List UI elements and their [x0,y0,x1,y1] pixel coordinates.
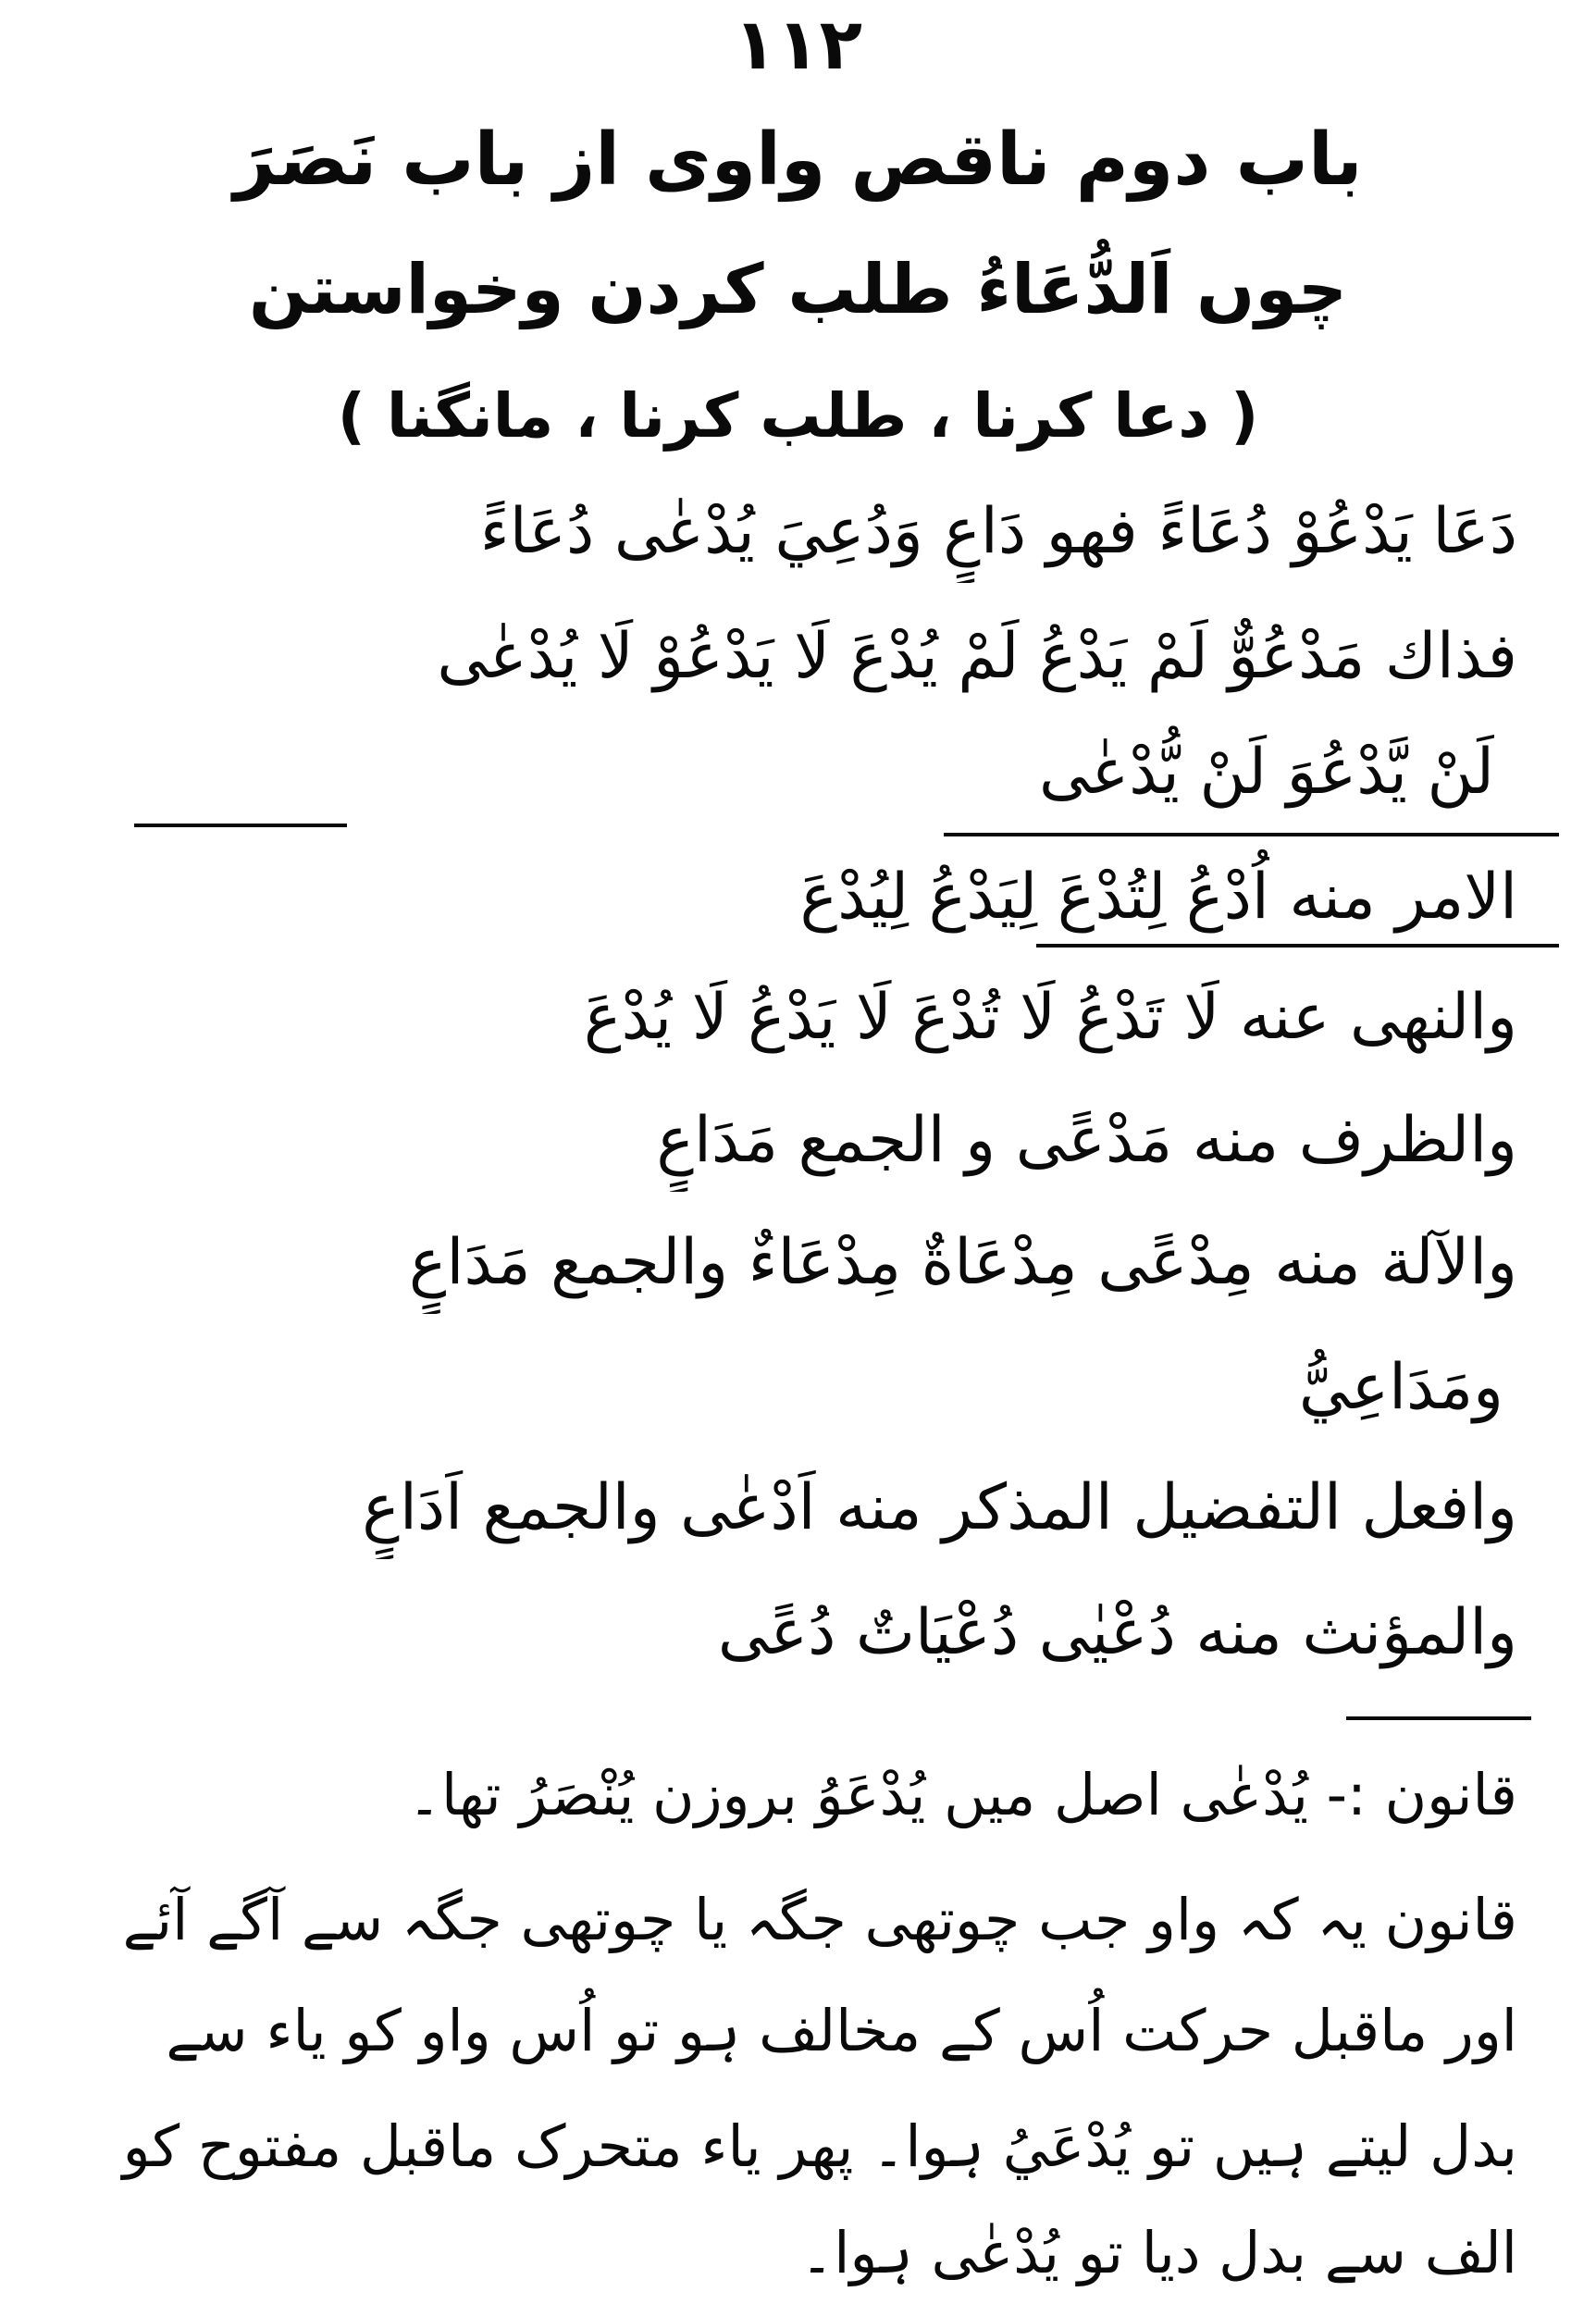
urdu-gloss: ( دعا کرنا ، طلب کرنا ، مانگنا ) [337,380,1259,452]
elative-feminine-line: والمؤنث منه دُعْيٰى دُعْيَاتٌ دُعًى [717,1596,1517,1669]
rule-heading-divider [1346,1716,1531,1720]
conjugation-line: دَعَا يَدْعُوْ دُعَاءً فهو دَاعٍ وَدُعِيَ يُدْعٰى دُعَاءً [479,495,1517,568]
noun-of-instrument-continuation: ومَدَاعِيُّ [1298,1351,1503,1424]
conjugation-line: فذاك مَدْعُوٌّ لَمْ يَدْعُ لَمْ يُدْعَ لَا يَدْعُوْ لَا يُدْعٰى [437,620,1517,693]
elative-masculine-line: وافعل التفضيل المذكر منه اَدْعٰى والجمع اَدَاعٍ [362,1471,1517,1544]
chapter-subtitle: چوں اَلدُّعَاءُ طلب کردن وخواستن [248,250,1348,329]
noun-of-place-line: والظرف منه مَدْعًى و الجمع مَدَاعٍ [656,1104,1517,1177]
conjugation-line: لَنْ يَّدْعُوَ لَنْ يُّدْعٰى [1038,736,1494,809]
rule-paragraph-line: بدل لیتے ہیں تو يُدْعَيُ ہوا۔ پھر یاء متحرک ماقبل مفتوح کو [122,2112,1517,2180]
section-rule [1036,944,1559,948]
page-number: ۱۱۲ [733,3,863,85]
command-line: الامر منه اُدْعُ لِتُدْعَ لِيَدْعُ لِيُدْعَ [799,861,1517,934]
section-rule [944,833,1559,836]
rule-paragraph-line: اور ماقبل حرکت اُس کے مخالف ہو تو اُس واو کو یاء سے [166,1997,1517,2064]
noun-of-instrument-line: والآلة منه مِدْعًى مِدْعَاةٌ مِدْعَاءٌ والجمع مَدَاعٍ [408,1226,1517,1299]
prohibition-line: والنهی عنه لَا تَدْعُ لَا تُدْعَ لَا يَدْعُ لَا يُدْعَ [584,981,1517,1054]
chapter-title: باب دوم ناقص واوی از باب نَصَرَ [233,118,1363,202]
rule-paragraph-line: الف سے بدل دیا تو يُدْعٰى ہوا۔ [799,2219,1517,2286]
rule-paragraph-line: قانون یہ کہ واو جب چوتھی جگہ یا چوتھی جگہ سے آگے آئے [122,1886,1517,1953]
rule-paragraph-line: قانون :- يُدْعٰى اصل میں يُدْعَوُ بروزن يُنْصَرُ تھا۔ [407,1761,1517,1828]
underline-divider [134,824,347,827]
